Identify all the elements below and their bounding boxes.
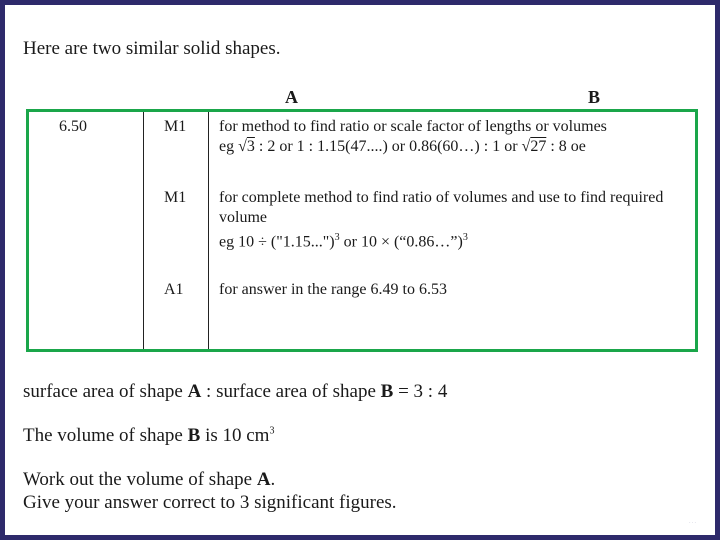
- mark-guidance: [219, 117, 697, 157]
- question-intro: Here are two similar solid shapes.: [23, 38, 281, 59]
- guidance-line: for complete method to find ratio of volumes and use to find required volume: [219, 189, 664, 226]
- mark-guidance: for answer in the range 6.49 to 6.53: [219, 281, 447, 298]
- mark-code: M1: [164, 118, 187, 135]
- mark-scheme-answer: 6.50: [59, 118, 87, 135]
- significant-figures-instruction: Give your answer correct to 3 significant figures.: [23, 492, 397, 513]
- volume-statement: The volume of shape B is 10 $cm^3$: [23, 425, 275, 446]
- guidance-line: for method to find ratio or scale factor of lengths or volumes: [219, 118, 607, 135]
- mark-code: M1: [164, 189, 187, 206]
- shape-b-label: B: [588, 87, 601, 107]
- watermark: …: [688, 515, 697, 525]
- mark-guidance: [219, 188, 697, 252]
- mark-code: A1: [164, 281, 184, 298]
- column-divider: [143, 112, 144, 349]
- shape-a-label: A: [285, 87, 298, 107]
- slide: [5, 5, 715, 535]
- mark-scheme-box: [26, 109, 698, 352]
- work-out-instruction: Work out the volume of shape A.: [23, 469, 276, 490]
- guidance-example: eg √3 : 2 or 1 : 1.15(47....) or 0.86(60…) : 1 or √27 : 8 oe: [219, 138, 586, 155]
- surface-area-ratio: surface area of shape A : surface area of shape B = 3 : 4: [23, 381, 448, 402]
- column-divider: [208, 112, 209, 349]
- guidance-example: eg 10 ÷ ("1.15...")$^3$ or 10 × (“0.86…”)$^3$: [219, 232, 468, 251]
